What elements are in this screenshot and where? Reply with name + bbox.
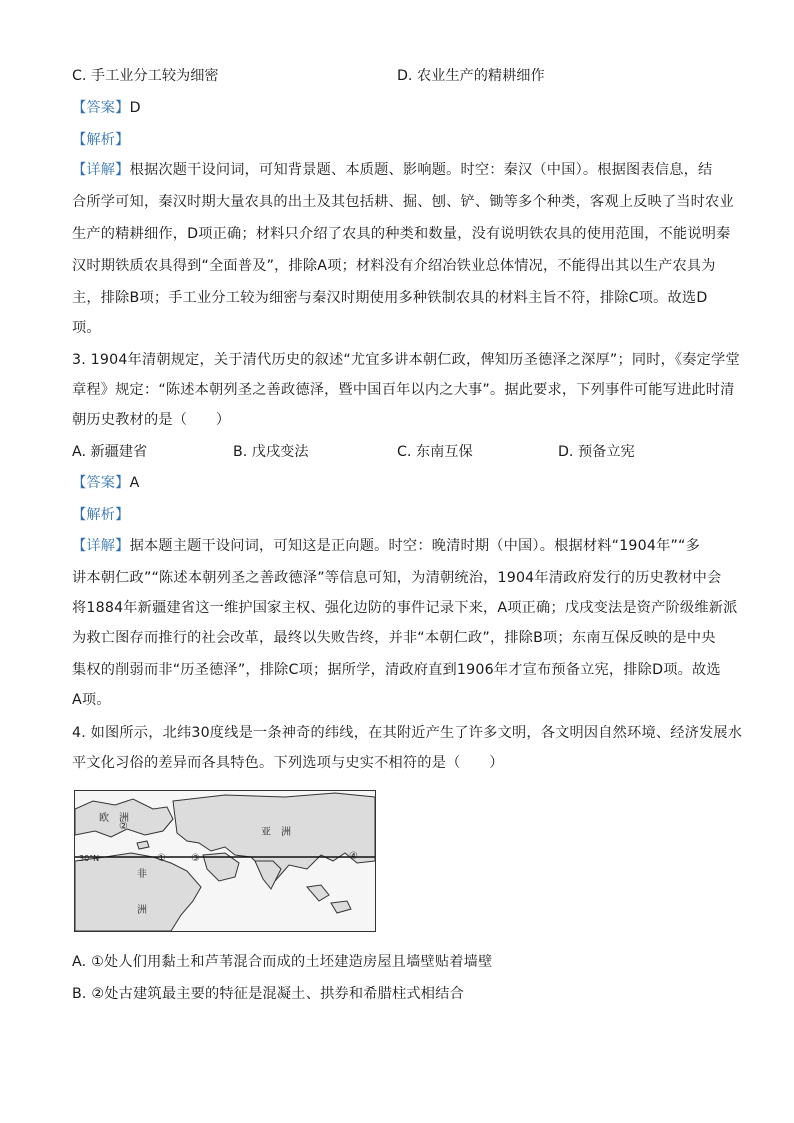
- marker-1: ①: [157, 853, 166, 864]
- q3-option-b: B. 戊戌变法: [233, 444, 309, 460]
- q4-stem-line-2: 平文化习俗的差异而各具特色。下列选项与史实不相符的是（ ）: [72, 755, 504, 771]
- detail-text: 据本题主题干设问词，可知这是正向题。时空：晚清时期（中国）。根据材料“1904年”“多: [129, 538, 700, 554]
- q3-detail-line-5: 集权的削弱而非“历圣德泽”，排除C项；据所学，清政府直到1906年才宣布预备立宪，排除D项。故选: [72, 662, 721, 678]
- q2-answer-row: [72, 98, 141, 118]
- marker-3: ③: [191, 853, 200, 864]
- europe-label: 欧 洲: [99, 813, 129, 824]
- q2-analysis-tag: 【解析】: [72, 132, 130, 148]
- q3-stem-line-1: 3. 1904年清朝规定，关于清代历史的叙述“尤宜多讲本朝仁政，俾知历圣德泽之深厚”；同时，《奏定学堂: [72, 352, 740, 368]
- marker-2: ②: [119, 821, 128, 832]
- answer-tag: 【答案】: [72, 100, 130, 116]
- asia-label: 亚 洲: [261, 827, 291, 838]
- africa-label-1: 非: [137, 869, 147, 880]
- answer-tag: 【答案】: [72, 475, 130, 491]
- q2-detail-line-1: [72, 160, 712, 180]
- q2-detail-line-5: 主，排除B项；手工业分工较为细密与秦汉时期使用多种铁制农具的材料主旨不符，排除C项。故选D: [72, 290, 708, 306]
- q3-stem-line-2: 章程》规定：“陈述本朝列圣之善政德泽，暨中国百年以内之大事”。据此要求，下列事件可能写进此时清: [72, 382, 735, 398]
- q2-detail-line-2: 合所学可知，秦汉时期大量农具的出土及其包括耕、掘、刨、铲、锄等多个种类，客观上反映了当时农业: [72, 194, 734, 210]
- q3-option-d: D. 预备立宪: [558, 444, 635, 460]
- q2-detail-line-4: 汉时期铁质农具得到“全面普及”，排除A项；材料没有介绍冶铁业总体情况，不能得出其以生产农具为: [72, 258, 716, 274]
- q3-detail-line-1: [72, 536, 700, 556]
- q2-detail-line-3: 生产的精耕细作，D项正确；材料只介绍了农具的种类和数量，没有说明铁农具的使用范围，不能说明秦: [72, 226, 731, 242]
- map-svg: [75, 791, 375, 931]
- q3-option-a: A. 新疆建省: [72, 444, 148, 460]
- q4-stem-line-1: 4. 如图所示，北纬30度线是一条神奇的纬线，在其附近产生了许多文明，各文明因自然环境、经济发展水: [72, 725, 743, 741]
- q3-stem-line-3: 朝历史教材的是（ ）: [72, 412, 231, 428]
- q3-detail-line-6: A项。: [72, 692, 111, 708]
- africa-label-2: 洲: [137, 905, 147, 916]
- q3-detail-line-2: 讲本朝仁政”“陈述本朝列圣之善政德泽”等信息可知，为清朝统治，1904年清政府发行的历史教材中会: [72, 570, 722, 586]
- q3-detail-line-3: 将1884年新疆建省这一维护国家主权、强化边防的事件记录下来，A项正确；戊戌变法是资产阶级维新派: [72, 600, 738, 616]
- q2-answer: D: [129, 100, 141, 116]
- detail-text: 根据次题干设问词，可知背景题、本质题、影响题。时空：秦汉（中国）。根据图表信息，结: [129, 162, 713, 178]
- q2-option-c: C. 手工业分工较为细密: [72, 68, 219, 84]
- q3-answer-row: [72, 473, 139, 493]
- detail-tag: 【详解】: [72, 162, 130, 178]
- q4-option-a: A. ①处人们用黏土和芦苇混合而成的土坯建造房屋且墙壁贴着墙壁: [72, 954, 493, 970]
- q2-option-d: D. 农业生产的精耕细作: [397, 68, 545, 84]
- thirty-degree-map: [74, 790, 376, 932]
- q3-detail-line-4: 为救亡图存而推行的社会改革，最终以失败告终，并非“本朝仁政”，排除B项；东南互保反映的是中央: [72, 630, 716, 646]
- marker-4: ④: [349, 851, 358, 862]
- q2-detail-line-6: 项。: [72, 320, 101, 336]
- latitude-label: 30°N: [79, 854, 100, 863]
- detail-tag: 【详解】: [72, 538, 130, 554]
- q3-option-c: C. 东南互保: [397, 444, 473, 460]
- q3-analysis-tag: 【解析】: [72, 507, 130, 523]
- q3-answer: A: [129, 475, 140, 491]
- q4-option-b: B. ②处古建筑最主要的特征是混凝土、拱券和希腊柱式相结合: [72, 986, 464, 1002]
- island-landmass: [137, 841, 149, 849]
